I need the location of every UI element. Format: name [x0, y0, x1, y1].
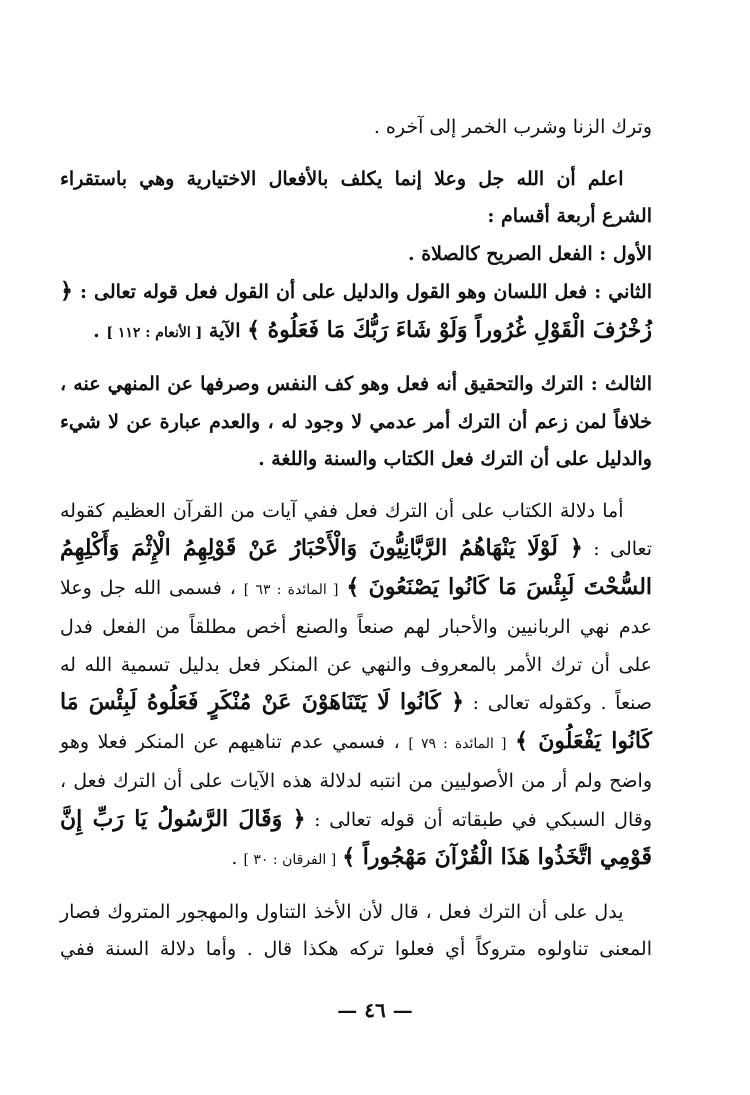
page-number: — ٤٦ —	[337, 998, 413, 1022]
quran-verse: ﴿ وَقَالَ الرَّسُولُ يَا رَبِّ إِنَّ قَوْمِي اتَّخَذُوا هَذَا الْقُرْآنَ مَهْجُوراً ﴾	[60, 805, 652, 870]
text: يدل على أن الترك فعل ، قال لأن الأخذ التناول والمهجور المتروك فصار المعنى تناولوه متروكاً أي فعلوا تركه هكذا قال . وأما دلالة السنة ففي	[60, 900, 652, 960]
page-body	[60, 95, 652, 969]
quran-verse: ﴿ زُخْرُفَ الْقَوْلِ غُرُوراً وَلَوْ شَاءَ رَبُّكَ مَا فَعَلُوهُ ﴾	[60, 278, 652, 343]
paragraph-intro-actions	[60, 161, 652, 236]
paragraph-sunnah-evidence	[60, 894, 652, 969]
quran-verse: ﴿ كَانُوا لَا يَتَنَاهَوْنَ عَنْ مُنْكَرٍ فَعَلُوهُ لَبِئْسَ مَا كَانُوا يَفْعَلُونَ ﴾	[60, 689, 652, 754]
verse-reference: [ المائدة : ٦٣ ]	[243, 581, 339, 598]
text: .	[93, 319, 100, 342]
text: ، فسمى الله جل وعلا عدم نهي الربانيين والأحبار لهم صنعاً والصنع أخص مطلقاً من الفعل فدل على أن ترك الأمر بالمعروف والنهي عن المنكر فعل بدليل تسمية الله له صنعاً . وكقوله تعالى :	[60, 576, 652, 714]
text: اعلم أن الله جل وعلا إنما يكلف بالأفعال الاختيارية وهي باستقراء الشرع أربعة أقسام :	[60, 167, 652, 227]
paragraph-third-type	[60, 366, 652, 479]
text: الأول : الفعل الصريح كالصلاة .	[407, 242, 652, 265]
verse-reference: [ المائدة : ٧٩ ]	[408, 735, 507, 752]
quran-verse: ﴿ لَوْلَا يَنْهَاهُمُ الرَّبَّانِيُّونَ وَالْأَحْبَارُ عَنْ قَوْلِهِمُ الْإِثْمَ وَأَكْلِهِمُ السُّحْتَ لَبِئْسَ مَا كَانُوا يَصْنَعُونَ ﴾	[60, 535, 653, 600]
text: وترك الزنا وشرب الخمر إلى آخره .	[373, 116, 652, 138]
text: الآية	[202, 319, 241, 342]
paragraph-book-evidence	[60, 493, 652, 880]
verse-reference: [ الأنعام : ١١٢ ]	[106, 324, 203, 341]
text: أما دلالة الكتاب على أن الترك فعل ففي آيات من القرآن العظيم كقوله تعالى :	[60, 499, 652, 560]
paragraph-first-type	[60, 236, 652, 274]
paragraph-continuation	[60, 109, 652, 147]
paragraph-second-type	[60, 273, 652, 352]
text: ، فسمي عدم تناهيهم عن المنكر فعلا وهو واضح ولم أر من الأصوليين من انتبه لدلالة هذه الآيات على أن الترك فعل ، وقال السبكي في طبقاته أن قوله تعالى :	[60, 730, 652, 831]
verse-reference: [ الفرقان : ٣٠ ]	[243, 852, 337, 868]
text: الثالث : الترك والتحقيق أنه فعل وهو كف النفس وصرفها عن المنهي عنه ، خلافاً لمن زعم أن الترك أمر عدمي لا وجود له ، والعدم عبارة عن لا شيء والدليل على أن الترك فعل الكتاب والسنة واللغة .	[60, 373, 652, 470]
text: .	[231, 847, 238, 869]
text: الثاني : فعل اللسان وهو القول والدليل على أن القول فعل قوله تعالى :	[72, 281, 652, 303]
